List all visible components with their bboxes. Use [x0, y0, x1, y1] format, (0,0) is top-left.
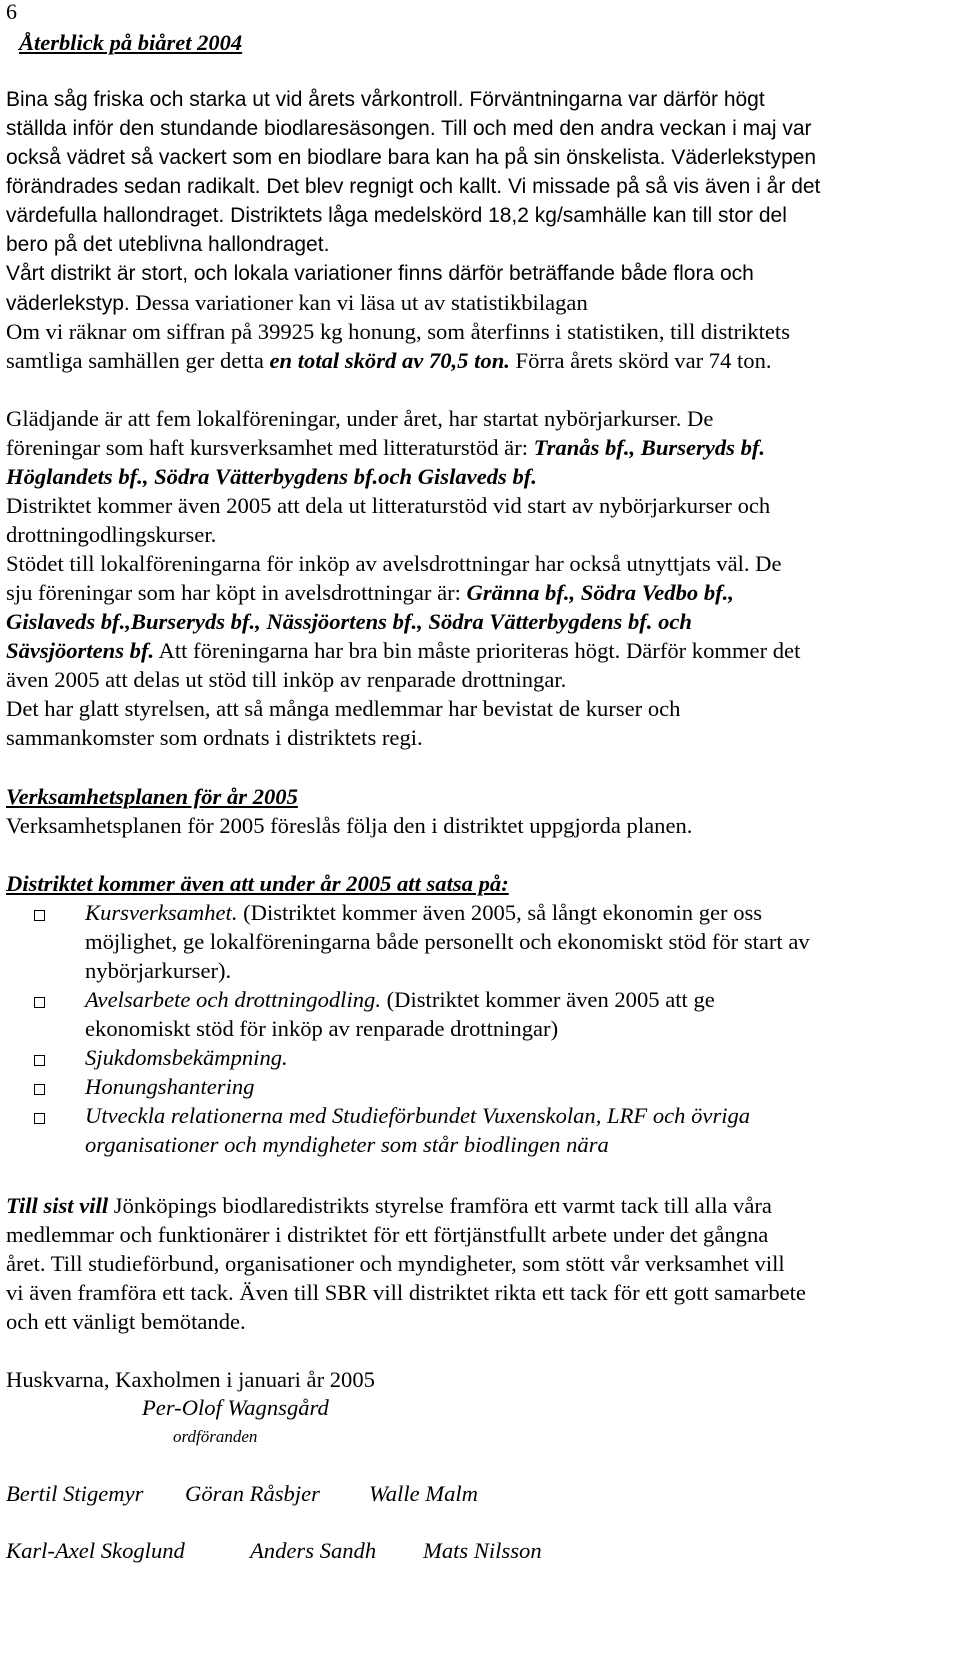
- checkbox-bullet-icon: [34, 1084, 45, 1095]
- place-and-date: Huskvarna, Kaxholmen i januari år 2005: [6, 1367, 375, 1392]
- text-line: Det har glatt styrelsen, att så många medlemmar har bevistat de kurser och: [6, 696, 681, 721]
- list-item: Honungshantering: [85, 1074, 255, 1099]
- checkbox-bullet-icon: [34, 1055, 45, 1066]
- text-line: drottningodlingskurser.: [6, 522, 217, 547]
- list-item: Sjukdomsbekämpning.: [85, 1045, 288, 1070]
- text-line: Till sist vill Jönköpings biodlaredistrikts styrelse framföra ett varmt tack till alla våra: [6, 1193, 772, 1218]
- text-line: Om vi räknar om siffran på 39925 kg honung, som återfinns i statistiken, till distriktets: [6, 319, 790, 344]
- text-line: Distriktet kommer även 2005 att dela ut litteraturstöd vid start av nybörjarkurser och: [6, 493, 771, 518]
- text-line: och ett vänligt bemötande.: [6, 1309, 246, 1334]
- list-item-continuation: organisationer och myndigheter som står biodlingen nära: [85, 1132, 609, 1157]
- text-line: ställda inför den stundande biodlaresäsongen. Till och med den andra veckan i maj var: [6, 117, 812, 140]
- board-member-name: Walle Malm: [369, 1481, 478, 1506]
- checkbox-bullet-icon: [34, 910, 45, 921]
- text-line: föreningar som haft kursverksamhet med litteraturstöd är: Tranås bf., Burseryds bf.: [6, 435, 766, 460]
- board-member-name: Bertil Stigemyr: [6, 1481, 144, 1506]
- text-line: värdefulla hallondraget. Distriktets låga medelskörd 18,2 kg/samhälle kan till stor del: [6, 204, 787, 227]
- section-heading-review: Återblick på biåret 2004: [19, 30, 243, 55]
- text-line: Bina såg friska och starka ut vid årets vårkontroll. Förväntningarna var därför högt: [6, 88, 765, 111]
- text-line: Stödet till lokalföreningarna för inköp av avelsdrottningar har också utnyttjats väl. De: [6, 551, 782, 576]
- text-line: Gislaveds bf.,Burseryds bf., Nässjöortens bf., Södra Vätterbygdens bf. och: [6, 609, 692, 634]
- section-heading-plan: Verksamhetsplanen för år 2005: [6, 784, 298, 809]
- text-line: samtliga samhällen ger detta en total skörd av 70,5 ton. Förra årets skörd var 74 ton.: [6, 348, 772, 373]
- board-member-name: Göran Råsbjer: [185, 1481, 320, 1506]
- text-line: vi även framföra ett tack. Även till SBR vill distriktet rikta ett tack för ett gott samarbete: [6, 1280, 806, 1305]
- text-line: Verksamhetsplanen för 2005 föreslås följa den i distriktet uppgjorda planen.: [6, 813, 693, 838]
- list-item-continuation: ekonomiskt stöd för inköp av renparade drottningar): [85, 1016, 559, 1041]
- board-member-name: Mats Nilsson: [423, 1538, 542, 1563]
- text-line: Höglandets bf., Södra Vätterbygdens bf.och Gislaveds bf.: [6, 464, 537, 489]
- checkbox-bullet-icon: [34, 997, 45, 1008]
- text-line: Sävsjöortens bf. Att föreningarna har bra bin måste prioriteras högt. Därför kommer det: [6, 638, 801, 663]
- total-harvest-emphasis: en total skörd av 70,5 ton.: [269, 348, 510, 373]
- chair-title: ordföranden: [173, 1427, 258, 1446]
- list-item: Avelsarbete och drottningodling. (Distriktet kommer även 2005 att ge: [85, 987, 715, 1012]
- text-line: sju föreningar som har köpt in avelsdrottningar är: Gränna bf., Södra Vedbo bf.,: [6, 580, 734, 605]
- text-line: medlemmar och funktionärer i distriktet för ett förtjänstfullt arbete under det gångna: [6, 1222, 769, 1247]
- text-line: även 2005 att delas ut stöd till inköp av renparade drottningar.: [6, 667, 567, 692]
- board-member-name: Karl-Axel Skoglund: [6, 1538, 185, 1563]
- text-line: Vårt distrikt är stort, och lokala variationer finns därför beträffande både flora och: [6, 262, 754, 285]
- text-line: också vädret så vackert som en biodlare bara kan ha på sin önskelista. Väderlekstypen: [6, 146, 817, 169]
- text-line: väderlekstyp. Dessa variationer kan vi läsa ut av statistikbilagan: [6, 290, 588, 315]
- page-number: 6: [6, 0, 17, 24]
- list-item-continuation: nybörjarkurser).: [85, 958, 232, 983]
- list-item: Utveckla relationerna med Studieförbundet Vuxenskolan, LRF och övriga: [85, 1103, 751, 1128]
- checkbox-bullet-icon: [34, 1113, 45, 1124]
- text-line: förändrades sedan radikalt. Det blev regnigt och kallt. Vi missade på så vis även i år det: [6, 175, 821, 198]
- list-item-continuation: möjlighet, ge lokalföreningarna både personellt och ekonomiskt stöd för start av: [85, 929, 810, 954]
- list-item: Kursverksamhet. (Distriktet kommer även 2005, så långt ekonomin ger oss: [85, 900, 763, 925]
- text-line: bero på det uteblivna hallondraget.: [6, 233, 330, 256]
- chair-name: Per-Olof Wagnsgård: [142, 1395, 329, 1420]
- text-line: året. Till studieförbund, organisationer och myndigheter, som stött vår verksamhet vill: [6, 1251, 785, 1276]
- text-line: sammankomster som ordnats i distriktets regi.: [6, 725, 423, 750]
- board-member-name: Anders Sandh: [250, 1538, 377, 1563]
- text-line: Glädjande är att fem lokalföreningar, under året, har startat nybörjarkurser. De: [6, 406, 714, 431]
- section-heading-focus: Distriktet kommer även att under år 2005 att satsa på:: [6, 871, 509, 896]
